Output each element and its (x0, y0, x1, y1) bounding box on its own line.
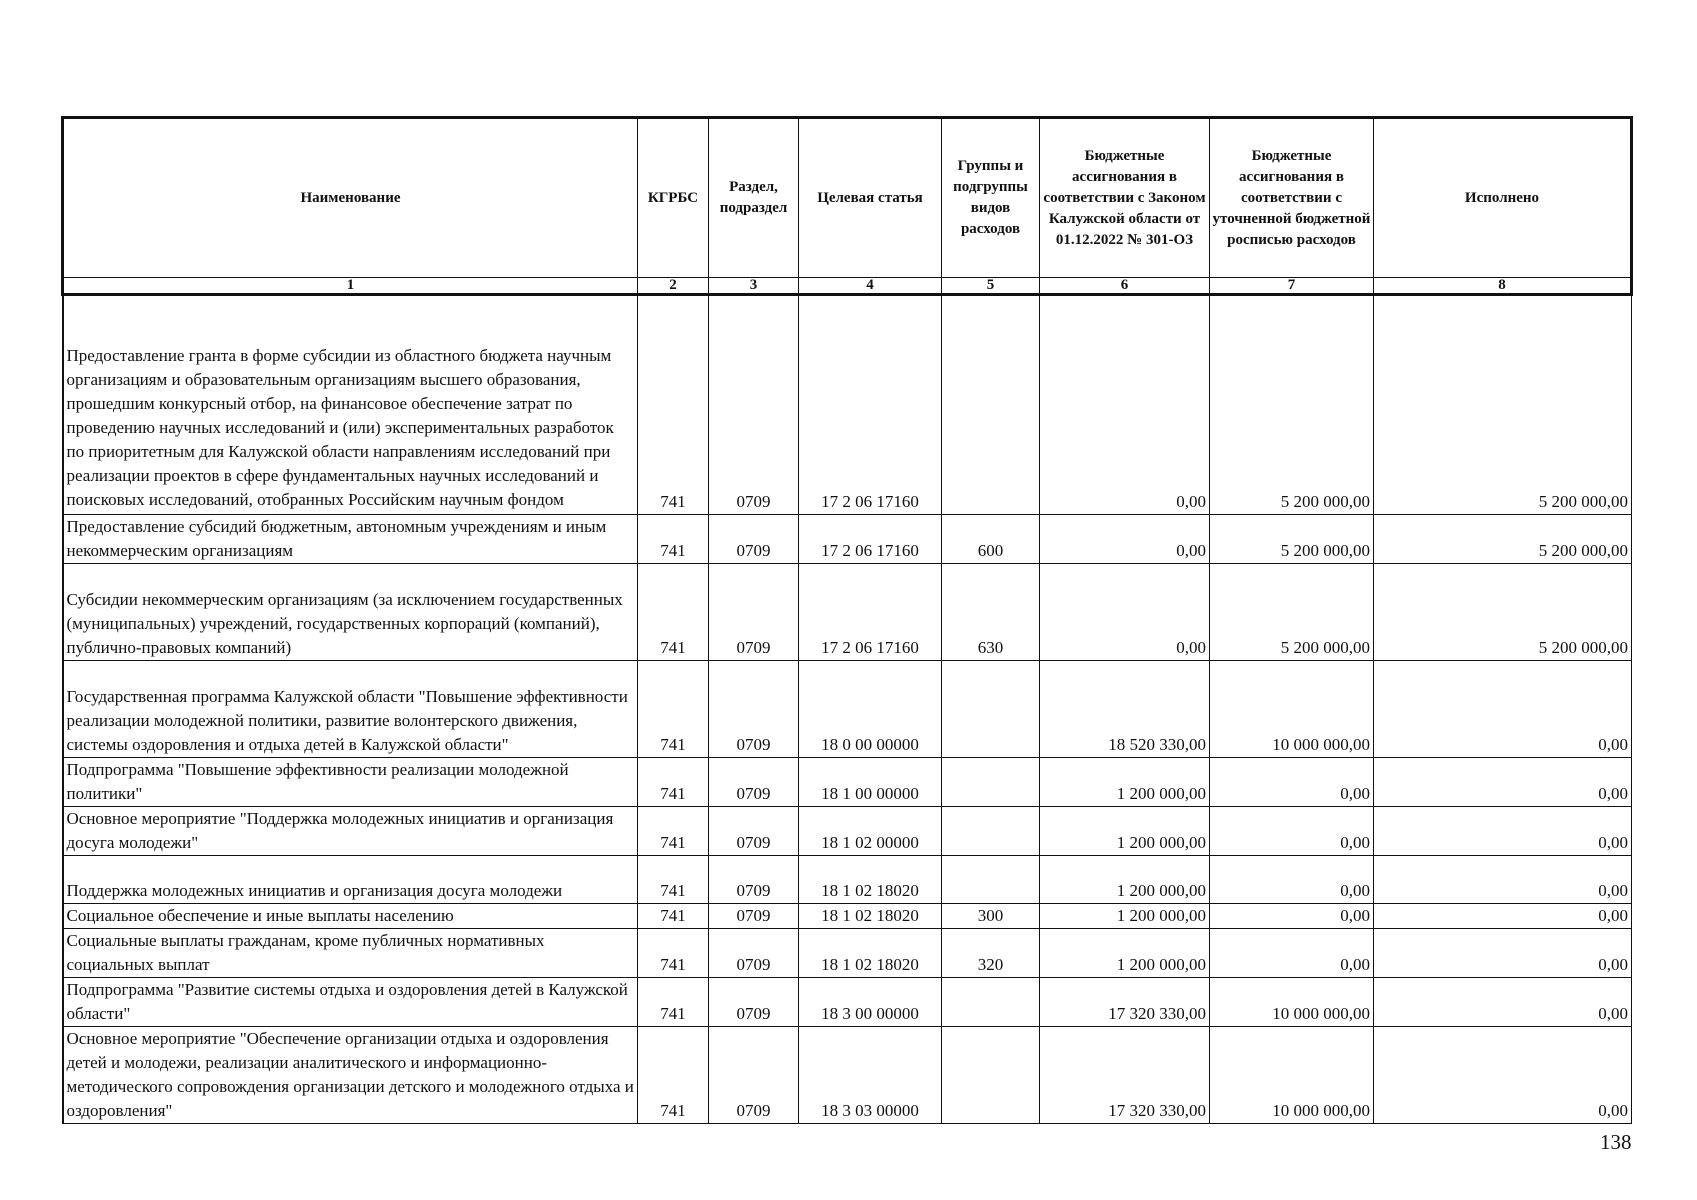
row-name: Государственная программа Калужской области "Повышение эффективности реализации молодежной политики, развитие волонтерского движения, системы оздоровления и отдыха детей в Калужской области" (63, 661, 638, 758)
row-revised: 0,00 (1210, 929, 1374, 978)
header-group: Группы и подгруппы видов расходов (942, 118, 1040, 278)
row-target: 18 1 00 00000 (799, 758, 942, 807)
row-kgrbs: 741 (638, 758, 709, 807)
row-revised: 10 000 000,00 (1210, 661, 1374, 758)
row-law: 1 200 000,00 (1040, 856, 1210, 904)
row-section: 0709 (709, 295, 799, 515)
row-group (942, 758, 1040, 807)
row-target: 18 1 02 18020 (799, 929, 942, 978)
row-group: 320 (942, 929, 1040, 978)
row-revised: 10 000 000,00 (1210, 978, 1374, 1027)
row-executed: 0,00 (1374, 758, 1632, 807)
row-target: 18 3 00 00000 (799, 978, 942, 1027)
header-executed: Исполнено (1374, 118, 1632, 278)
column-number: 7 (1210, 278, 1374, 295)
row-revised: 0,00 (1210, 758, 1374, 807)
row-law: 0,00 (1040, 564, 1210, 661)
row-name: Поддержка молодежных инициатив и организация досуга молодежи (63, 856, 638, 904)
column-number: 6 (1040, 278, 1210, 295)
page-number: 138 (1600, 1130, 1632, 1154)
row-name: Основное мероприятие "Поддержка молодежных инициатив и организация досуга молодежи" (63, 807, 638, 856)
table-row (63, 661, 1632, 758)
row-group: 600 (942, 515, 1040, 564)
row-name: Социальные выплаты гражданам, кроме публичных нормативных социальных выплат (63, 929, 638, 978)
row-law: 0,00 (1040, 295, 1210, 515)
column-number: 5 (942, 278, 1040, 295)
row-section: 0709 (709, 978, 799, 1027)
row-target: 18 3 03 00000 (799, 1027, 942, 1124)
row-kgrbs: 741 (638, 807, 709, 856)
row-target: 17 2 06 17160 (799, 515, 942, 564)
row-section: 0709 (709, 515, 799, 564)
row-section: 0709 (709, 758, 799, 807)
column-number-row (63, 278, 1632, 295)
column-number: 3 (709, 278, 799, 295)
table-row (63, 978, 1632, 1027)
row-group (942, 661, 1040, 758)
row-target: 18 1 02 18020 (799, 856, 942, 904)
row-group (942, 807, 1040, 856)
row-section: 0709 (709, 856, 799, 904)
row-kgrbs: 741 (638, 856, 709, 904)
row-executed: 5 200 000,00 (1374, 564, 1632, 661)
row-name: Подпрограмма "Повышение эффективности реализации молодежной политики" (63, 758, 638, 807)
column-number: 1 (63, 278, 638, 295)
row-revised: 0,00 (1210, 904, 1374, 929)
table-row (63, 904, 1632, 929)
row-section: 0709 (709, 564, 799, 661)
row-kgrbs: 741 (638, 1027, 709, 1124)
table-row (63, 295, 1632, 515)
row-group (942, 295, 1040, 515)
row-name: Социальное обеспечение и иные выплаты населению (63, 904, 638, 929)
row-section: 0709 (709, 929, 799, 978)
row-group (942, 856, 1040, 904)
row-group: 300 (942, 904, 1040, 929)
row-section: 0709 (709, 807, 799, 856)
column-number: 4 (799, 278, 942, 295)
header-target: Целевая статья (799, 118, 942, 278)
row-name: Предоставление субсидий бюджетным, автономным учреждениям и иным некоммерческим организациям (63, 515, 638, 564)
table-row (63, 856, 1632, 904)
row-group: 630 (942, 564, 1040, 661)
row-section: 0709 (709, 1027, 799, 1124)
header-name: Наименование (63, 118, 638, 278)
row-target: 18 0 00 00000 (799, 661, 942, 758)
row-executed: 0,00 (1374, 904, 1632, 929)
row-target: 18 1 02 00000 (799, 807, 942, 856)
header-kgrbs: КГРБС (638, 118, 709, 278)
column-number: 8 (1374, 278, 1632, 295)
row-kgrbs: 741 (638, 978, 709, 1027)
row-section: 0709 (709, 661, 799, 758)
table-row (63, 758, 1632, 807)
row-section: 0709 (709, 904, 799, 929)
budget-table (61, 116, 1633, 1124)
row-executed: 5 200 000,00 (1374, 295, 1632, 515)
row-kgrbs: 741 (638, 929, 709, 978)
row-revised: 10 000 000,00 (1210, 1027, 1374, 1124)
header-law-allocations: Бюджетные ассигнования в соответствии с Законом Калужской области от 01.12.2022 № 301-ОЗ (1040, 118, 1210, 278)
row-executed: 0,00 (1374, 978, 1632, 1027)
table-row (63, 564, 1632, 661)
row-executed: 0,00 (1374, 856, 1632, 904)
row-executed: 0,00 (1374, 929, 1632, 978)
row-executed: 0,00 (1374, 1027, 1632, 1124)
row-kgrbs: 741 (638, 515, 709, 564)
row-target: 17 2 06 17160 (799, 295, 942, 515)
row-revised: 5 200 000,00 (1210, 295, 1374, 515)
row-law: 1 200 000,00 (1040, 929, 1210, 978)
row-law: 18 520 330,00 (1040, 661, 1210, 758)
table-row (63, 1027, 1632, 1124)
row-executed: 0,00 (1374, 807, 1632, 856)
row-kgrbs: 741 (638, 904, 709, 929)
header-section: Раздел, подраздел (709, 118, 799, 278)
row-group (942, 978, 1040, 1027)
row-name: Субсидии некоммерческим организациям (за исключением государственных (муниципальных) учреждений, государственных корпораций (компаний), публично-правовых компаний) (63, 564, 638, 661)
row-revised: 0,00 (1210, 807, 1374, 856)
row-name: Основное мероприятие "Обеспечение организации отдыха и оздоровления детей и молодежи, реализации аналитического и информационно-методического сопровождения организации детского и молодежного отдыха и оздоровления" (63, 1027, 638, 1124)
row-name: Подпрограмма "Развитие системы отдыха и оздоровления детей в Калужской области" (63, 978, 638, 1027)
row-law: 17 320 330,00 (1040, 1027, 1210, 1124)
row-name: Предоставление гранта в форме субсидии из областного бюджета научным организациям и образовательным организациям высшего образования, прошедшим конкурсный отбор, на финансовое обеспечение затрат по проведению научных исследований и (или) экспериментальных разработок по приоритетным для Калужской области направлениям исследований при реализации проектов в сфере фундаментальных научных исследований и поисковых исследований, отобранных Российским научным фондом (63, 295, 638, 515)
row-target: 18 1 02 18020 (799, 904, 942, 929)
table-row (63, 807, 1632, 856)
row-kgrbs: 741 (638, 295, 709, 515)
row-revised: 0,00 (1210, 856, 1374, 904)
table-row (63, 929, 1632, 978)
column-number: 2 (638, 278, 709, 295)
row-law: 1 200 000,00 (1040, 904, 1210, 929)
header-revised-allocations: Бюджетные ассигнования в соответствии с уточненной бюджетной росписью расходов (1210, 118, 1374, 278)
row-executed: 5 200 000,00 (1374, 515, 1632, 564)
row-law: 1 200 000,00 (1040, 807, 1210, 856)
row-kgrbs: 741 (638, 661, 709, 758)
row-law: 17 320 330,00 (1040, 978, 1210, 1027)
row-group (942, 1027, 1040, 1124)
table-row (63, 515, 1632, 564)
row-executed: 0,00 (1374, 661, 1632, 758)
row-law: 1 200 000,00 (1040, 758, 1210, 807)
row-kgrbs: 741 (638, 564, 709, 661)
row-revised: 5 200 000,00 (1210, 564, 1374, 661)
row-revised: 5 200 000,00 (1210, 515, 1374, 564)
row-target: 17 2 06 17160 (799, 564, 942, 661)
row-law: 0,00 (1040, 515, 1210, 564)
header-row (63, 118, 1632, 278)
